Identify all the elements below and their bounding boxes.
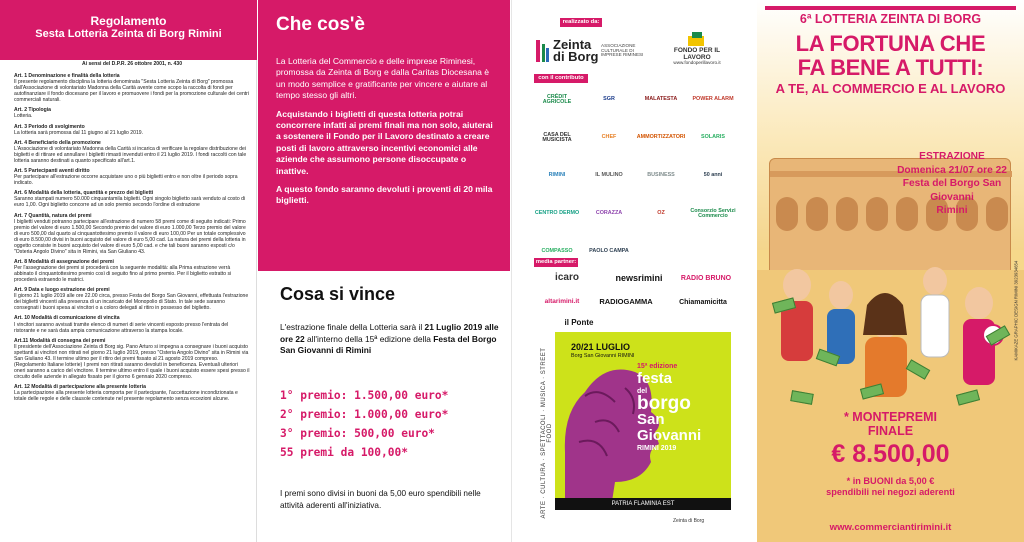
regolamento-panel (0, 0, 257, 542)
contributor-logo: SGR (603, 96, 615, 103)
estr-line3: Festa del Borgo San Giovanni (902, 178, 1002, 203)
design-credit (1009, 255, 1019, 365)
prize-item: 55 premi da 100,00* (280, 446, 408, 459)
intro-e: della (410, 333, 434, 344)
buoni-note (757, 476, 1024, 498)
article-title: Art. 1 Denominazione e finalità della lotteria (14, 73, 120, 80)
buoni-line1: * in BUONI da 5,00 € (846, 476, 935, 486)
montepremi (757, 410, 1024, 438)
poster-t3: borgo (637, 393, 691, 414)
article (14, 213, 250, 255)
article-title: Art. 9 Data e luogo estrazione dei premi (14, 287, 110, 294)
article-body: Per partecipare all'estrazione occorre acquistare uno o più biglietti entro e non oltre il periodo sopra indicato. (14, 174, 238, 187)
contributor-logo: CHEF (601, 134, 617, 141)
article (14, 190, 250, 208)
credit-text: KAMIKAZE GRAPHIC DESIGN RIMINI 3923934654 (1013, 260, 1019, 361)
festa-poster (537, 332, 731, 534)
article-body: Saranno stampati numero 50.000 cinquantamila biglietti. Ogni singolo biglietto sarà venduto al costo di euro 1,00. Ogni biglietto concorre ad un solo premio secondo l'ordine di estrazione (14, 196, 246, 209)
cover-slogan (757, 32, 1024, 97)
regolamento-subtitle: Sesta Lotteria Zeinta di Borg Rimini (35, 28, 222, 40)
contributor-logo: CRÉDIT AGRICOLE (542, 93, 572, 105)
article-title: Art. 5 Partecipanti aventi diritto (14, 168, 90, 175)
article-title: Art.11 Modalità di consegna dei premi (14, 337, 106, 344)
estr-line4: Rimini (936, 205, 968, 216)
poster-t6: RIMINI 2019 (637, 445, 677, 452)
regolamento-title: Regolamento (90, 14, 167, 28)
article-title: Art. 2 Tipologia (14, 107, 51, 114)
article-body: Lotteria. (14, 113, 33, 120)
article-title: Art. 6 Modalità della lotteria, quantità e prezzo dei biglietti (14, 190, 154, 197)
contributor-logo: CORAZZA (595, 210, 623, 217)
fondo-url: www.fondoperillavoro.it (673, 60, 721, 66)
contributor-logo: OZ (657, 210, 665, 217)
prize-list (280, 386, 505, 462)
article-title: Art. 7 Quantità, natura dei premi (14, 212, 92, 219)
media-logo: altarimini.it (544, 297, 580, 305)
intro-f: Festa del Borgo San Giovanni di Rimini (280, 333, 497, 356)
regolamento-law: Ai sensi del D.P.R. 26 ottobre 2001, n. 430 (81, 61, 183, 67)
media-logo: Chiamamicitta (679, 298, 727, 306)
poster-t5: Giovanni (637, 427, 702, 444)
media-label: media partner: (535, 259, 577, 265)
checose-p3: A questo fondo saranno devoluti i proventi di 20 mila biglietti. (276, 184, 493, 206)
article-body: Il presidente dell'Associazione Zeinta di Borg sig. Pano Arturo si impegna a consegnare i buoni acquisto spettanti ai vincitori non ritirati nel giorno 21 luglio 2019, presso "Osteria Angolo Divino" sita in Rimini via San Giuliano 43. Il termine ultimo per il ritiro dei premi fissato al 21 agosto 2019 compreso. (Regolamento Italiane lotterie) I premi non ritirati saranno devoluti in beneficenza. Eventuali ulteriori oneri saranno a carico del vincitore. Il termine ultimo entro il quale i buoni acquisto essere spesi presso il circuito delle aziende in allegato fissato per il giorno 6 gennaio 2020 compreso. (14, 343, 250, 380)
article (14, 168, 250, 186)
poster-edition: 15ª edizione (637, 363, 678, 370)
intro-b: 21 Luglio 2019 alle ore 22 (280, 322, 499, 344)
prize-item: 2° premio: 1.000,00 euro* (280, 408, 449, 421)
fondo-name: FONDO PER IL LAVORO (673, 47, 721, 61)
poster-date: 20/21 LUGLIO (571, 342, 631, 352)
checose-p1: La Lotteria del Commercio e delle imprese Riminesi, promossa da Zeinta di Borg e dalla Caritas Diocesana è un modo semplice e gratificante per vincere e aiutare al tempo stesso gli altri. (276, 56, 490, 101)
poster-org: Zeinta di Borg (673, 518, 705, 524)
prize-note: I premi sono divisi in buoni da 5,00 euro spendibili nelle attività aderenti all'iniziativa. (280, 489, 481, 510)
article (14, 384, 250, 402)
cosasivince-intro (280, 322, 502, 357)
intro-d: 15ª edizione (364, 333, 411, 344)
zeinta-name: Zeinta di Borg (553, 37, 599, 64)
contributor-logo: RIMINI (548, 172, 566, 179)
cosasivince-title: Cosa si vince (280, 284, 396, 304)
contributor-logo: IL MULINO (595, 172, 623, 179)
checose-title: Che cos'è (276, 14, 365, 35)
partners-panel (511, 0, 756, 542)
media-logo: RADIOGAMMA (599, 297, 653, 307)
article-title: Art. 10 Modalità di comunicazione di vincita (14, 315, 120, 322)
contributor-logo: PAOLO CAMPA (589, 248, 629, 255)
regolamento-header (0, 0, 257, 60)
buoni-line2: spendibili nei negozi aderenti (826, 487, 955, 497)
contributor-logo: Consorzio Servizi Commercio (690, 207, 736, 219)
article (14, 287, 250, 311)
monte-line2: FINALE (867, 424, 914, 438)
article-title: Art. 4 Beneficiario della promozione (14, 139, 101, 146)
intro-a: L'estrazione finale della Lotteria sarà il (280, 322, 425, 332)
poster-t2: del (637, 388, 648, 395)
cover-lotteria: 6ª LOTTERIA ZEINTA DI BORG (799, 12, 982, 26)
poster-location: Borg San Giovanni RIMINI (571, 353, 635, 359)
checose-p2: Acquistando i biglietti di questa lotteria potrai concorrere infatti ai premi finali ma non solo, aiuterai a sostenere il Fondo per il Lavoro destinato a creare posti di lavoro attraverso incentivi economici alle aziende che assumono persone disoccupate o inattive. (276, 108, 493, 176)
article (14, 73, 250, 103)
prize-item: 1° premio: 1.500,00 euro* (280, 389, 449, 402)
fondo-mark-icon (686, 32, 708, 48)
media-logo: newsrimini (615, 272, 663, 283)
contributor-logo: SOLARIS (701, 134, 725, 141)
slogan-line1: LA FORTUNA CHE (795, 31, 986, 56)
article (14, 107, 250, 119)
article (14, 338, 250, 380)
checose-text (276, 56, 498, 214)
article-body: I vincitori saranno avvisati tramite elenco di numeri di serie vincenti esposto presso l'entrata del ristorante e ne sarà data ampia comunicazione attraverso la stampa locale. (14, 321, 229, 334)
article-body: Il giorno 21 luglio 2019 alle ore 22.00 circa, presso Festa del Borgo San Giovanni, effettuata l'estrazione dei biglietti vincenti alla presenza di un incaricato del Monopolio di Stato. In tale sede saranno consegnati i buoni spesa ai vincitori o a coloro delegati al ritiro in possesso del biglietto. (14, 293, 249, 312)
contributor-logo: AMMORTIZZATORI (636, 134, 686, 141)
article-title: Art. 8 Modalità di assegnazione dei premi (14, 258, 114, 265)
poster-t4: San (637, 411, 665, 428)
contributo-label: con il contributo di: (534, 74, 588, 83)
article-body: Il presente regolamento disciplina la lotteria denominata "Sesta Lotteria Zeinta di Borg" promossa dall'Associazione di volontariato Madonna della Carità avente come scopo la raccolta di fondi per autofinanziare il fondo diocesano per il lavoro e promuovere i fondi per la promozione culturale dei centri commerciali naturali. (14, 79, 250, 104)
article-body: L'Associazione di volontariato Madonna della Carità si incarica di verificare la regolare distribuzione dei biglietti e di ritirare ed annullare i biglietti rimasti invenduti entro il 21 luglio 2019. I fondi raccolti con tale lotteria saranno destinati a quanto specificato all'art.1. (14, 145, 247, 164)
article (14, 124, 250, 136)
website-link[interactable]: www.commerciantirimini.it (829, 522, 952, 533)
contributor-logo: POWER ALARM (692, 96, 734, 103)
estr-line1: ESTRAZIONE (919, 151, 985, 162)
cover-top-bar (765, 6, 1016, 10)
fondo-lavoro-logo (657, 26, 737, 72)
article-body: I biglietti venduti potranno partecipare all'estrazione di numero 58 premi come di seguito indicati: Primo premio del valore di euro 1.500,00 Secondo premio del valore di euro 1.000,00 Terzo premio del valore di euro 500,00 dal quarto al cinquantottesimo premio il valore di euro 100,00 Per un totale complessivo di euro 8.500,00 divisi in buoni acquisto del valore di euro 5,00 cad. La natura dei premi della lotteria in oggetto consiste in buoni acquisto del valore di euro 5,00 cad. e che tali buoni saranno esposti c/o "Osteria Angolo Divino" sita in Rimini, via San Giuliano 43. (14, 218, 246, 255)
contributor-logo: CENTRO DERMO (534, 210, 580, 217)
zeinta-sub: ASSOCIAZIONE CULTURALE DI IMPRESE RIMINESI (601, 43, 644, 58)
monte-line1: * MONTEPREMI (843, 410, 938, 424)
article-title: Art. 12 Modalità di partecipazione alla presente lotteria (14, 384, 146, 391)
article (14, 259, 250, 283)
article (14, 315, 250, 333)
info-panel (258, 0, 510, 542)
slogan-line3: A TE, AL COMMERCIO E AL LAVORO (775, 81, 1006, 96)
article (14, 140, 250, 164)
montepremi-amount: € 8.500,00 (831, 440, 950, 468)
article-title: Art. 3 Periodo di svolgimento (14, 123, 85, 130)
zeinta-logo (534, 30, 646, 72)
poster-t1: festa (637, 370, 673, 387)
poster-footer (555, 510, 731, 534)
article-body: La lotteria sarà promossa dal 11 giugno al 21 luglio 2019. (14, 129, 144, 136)
article-list (14, 73, 250, 402)
poster-title (637, 362, 727, 453)
regolamento-body (14, 61, 250, 537)
contributor-logo: CASA DEL MUSICISTA (542, 131, 572, 143)
estrazione-box (882, 150, 1022, 218)
contributor-logo: BUSINESS (647, 172, 675, 179)
article-body: Per l'assegnazione dei premi si procederà con la seguente modalità: alla Prima estrazione verrà abbinato il cinquantottesimo premio così di seguito fino al primo premio. Per il biglietto estratto si procederà estraendo le matrici. (14, 264, 232, 284)
media-logo: il Ponte (564, 318, 594, 327)
article-body: La partecipazione alla presente lotteria comporta per il partecipante, l'accettazione incondizionata e totale delle regole e delle clausole contenute nel presente regolamento senza eccezioni alcune. (14, 390, 238, 403)
intro-c: all'interno della (304, 333, 365, 344)
media-logo: RADIO BRUNO (680, 274, 732, 282)
poster-side-text: ARTE · CULTURA · SPETTACOLI · MUSICA · STREET FOOD (541, 347, 553, 519)
contributor-logo: 50 anni (703, 172, 723, 179)
cover-panel (757, 0, 1024, 542)
contributor-logo: COMPASSO (541, 248, 573, 255)
poster-patria: PATRIA FLAMINIA EST (555, 498, 731, 510)
contributor-logo: MALATESTA (644, 96, 678, 103)
slogan-line2: FA BENE A TUTTI: (797, 54, 984, 80)
zeinta-mark-icon (534, 38, 550, 64)
realizzato-label: realizzato da: (560, 18, 602, 27)
estr-line2: Domenica 21/07 ore 22 (897, 164, 1007, 176)
checose-section (258, 0, 510, 271)
prize-item: 3° premio: 500,00 euro* (280, 427, 435, 440)
crowd-illustration-icon (757, 225, 1024, 405)
media-logo: icaro (555, 272, 579, 283)
